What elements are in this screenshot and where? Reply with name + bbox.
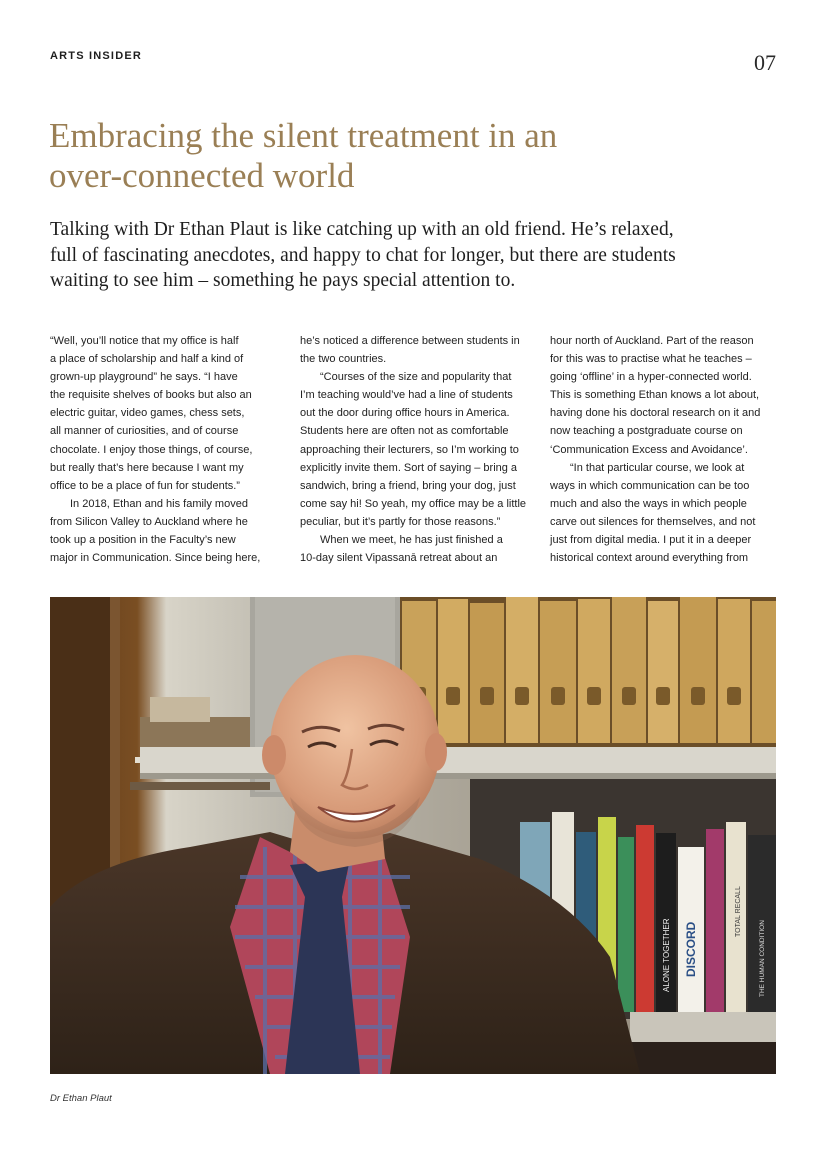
photo-caption: Dr Ethan Plaut — [50, 1093, 112, 1104]
book-spine-text: THE HUMAN CONDITION — [759, 920, 766, 997]
body-line: all manner of curiosities, and of course — [50, 425, 239, 438]
body-line: much and also the ways in which people — [550, 497, 747, 510]
body-column-3 — [550, 332, 786, 567]
body-line: for this was to practise what he teaches – — [550, 353, 752, 366]
body-line: but really that’s here because I want my — [50, 461, 244, 474]
bookshelf-gold-books — [402, 597, 776, 743]
body-line: the two countries. — [300, 353, 387, 366]
body-line: ways in which communication can be too — [550, 479, 750, 492]
article-title — [49, 116, 749, 196]
body-line: sandwich, bring a friend, bring your dog, just — [300, 479, 516, 492]
standfirst-line: waiting to see him – something he pays special attention to. — [50, 270, 516, 291]
body-line: now teaching a postgraduate course on — [550, 425, 743, 438]
body-line: office to be a place of fun for students.” — [50, 479, 240, 492]
body-column-1 — [50, 332, 286, 567]
body-line: “Well, you’ll notice that my office is half — [50, 335, 239, 347]
body-line: electric guitar, video games, chess sets, — [50, 407, 245, 420]
book-spine-text: ALONE TOGETHER — [662, 918, 671, 992]
book-spine-text: TOTAL RECALL — [735, 886, 742, 937]
body-line: carve out silences for themselves, and not — [550, 515, 756, 528]
body-line: out the door during office hours in America. — [300, 407, 510, 420]
standfirst-line: Talking with Dr Ethan Plaut is like catching up with an old friend. He’s relaxed, — [50, 219, 674, 240]
body-line: he’s noticed a difference between students in — [300, 335, 520, 347]
body-line: took up a position in the Faculty’s new — [50, 534, 236, 547]
body-line: explicitly invite them. Sort of saying – bring a — [300, 461, 518, 474]
body-line: major in Communication. Since being here, — [50, 552, 261, 565]
title-line: Embracing the silent treatment in an — [49, 116, 558, 155]
body-line: come say hi! So yeah, my office may be a little — [300, 497, 527, 510]
body-line: “Courses of the size and popularity that — [320, 371, 512, 384]
page-number: 07 — [754, 50, 776, 75]
book-spine-text: DISCORD — [684, 921, 698, 977]
body-line: approaching their lecturers, so I’m working to — [300, 443, 519, 456]
body-line: just from digital media. I put it in a deeper — [550, 534, 752, 547]
section-label: ARTS INSIDER — [50, 50, 143, 62]
body-line: a place of scholarship and half a kind of — [50, 353, 244, 366]
body-line: the requisite shelves of books but also an — [50, 389, 252, 402]
body-line: going ‘offline’ in a hyper-connected world. — [550, 371, 752, 384]
body-line: I’m teaching would’ve had a line of students — [300, 389, 513, 402]
body-column-2 — [300, 332, 536, 567]
body-line: 10-day silent Vipassanā retreat about an — [300, 552, 498, 565]
body-line: from Silicon Valley to Auckland where he — [50, 515, 248, 528]
body-line: In 2018, Ethan and his family moved — [70, 497, 248, 510]
body-line: grown-up playground” he says. “I have — [50, 371, 238, 384]
body-line: ‘Communication Excess and Avoidance’. — [550, 443, 748, 456]
body-line: “In that particular course, we look at — [570, 461, 745, 474]
body-line: chocolate. I enjoy those things, of course, — [50, 443, 253, 456]
body-line: Students here are often not as comfortable — [300, 425, 509, 438]
body-line: When we meet, he has just finished a — [320, 534, 503, 547]
standfirst-line: full of fascinating anecdotes, and happy to chat for longer, but there are students — [50, 244, 676, 266]
portrait-photo — [50, 597, 776, 1074]
body-line: hour north of Auckland. Part of the reason — [550, 335, 754, 347]
body-line: peculiar, but it’s partly for those reasons.” — [300, 515, 501, 528]
standfirst — [50, 217, 780, 294]
body-line: having done his doctoral research on it and — [550, 407, 761, 420]
title-line: over-connected world — [49, 156, 355, 195]
body-line: historical context around everything from — [550, 552, 749, 565]
body-line: This is something Ethan knows a lot about, — [550, 389, 760, 402]
